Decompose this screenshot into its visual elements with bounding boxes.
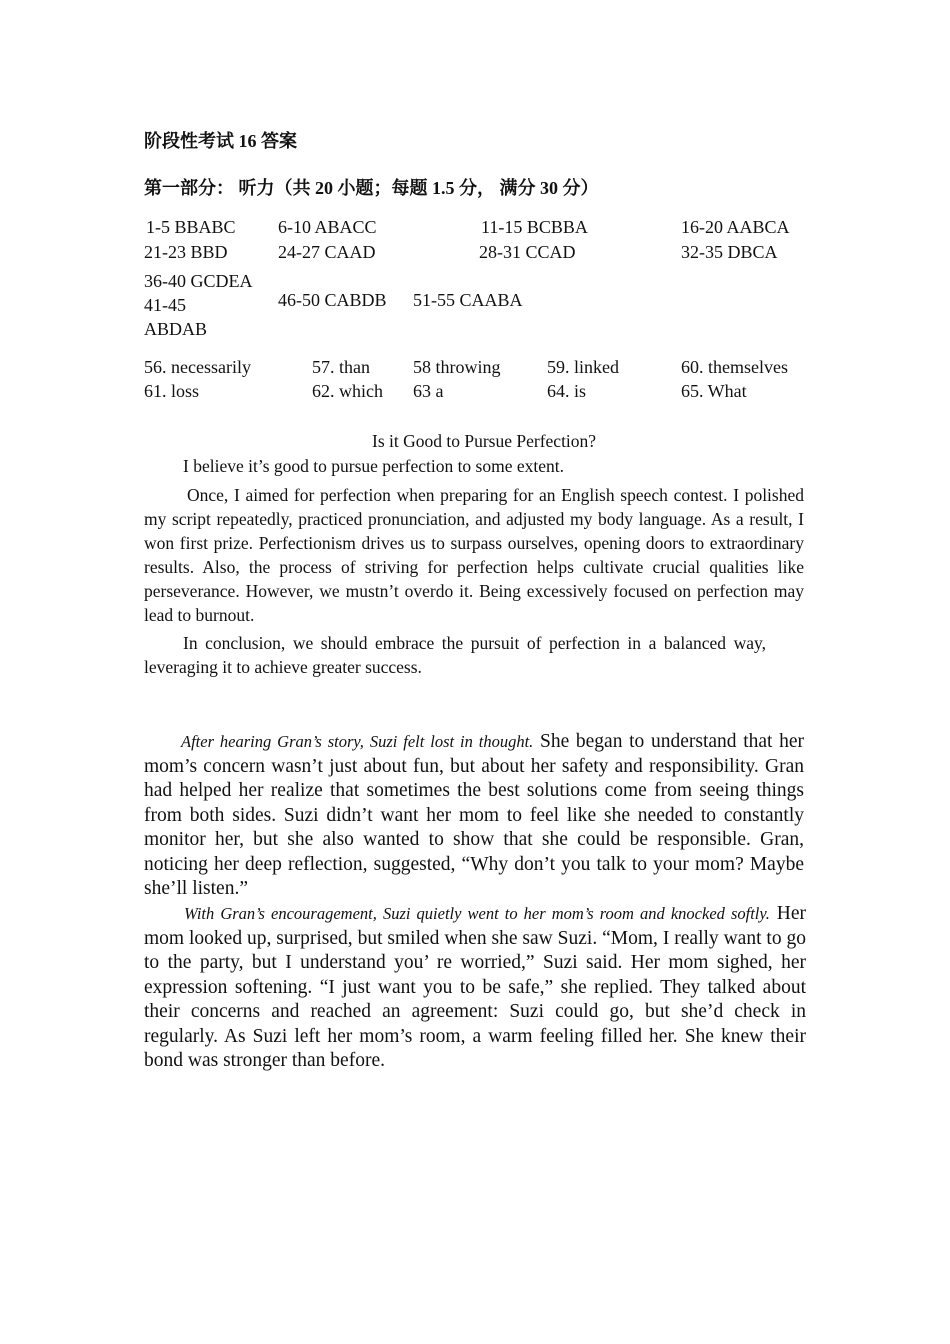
answer-cell: 51-55 CAABA — [413, 290, 523, 310]
answer-cell: 64. is — [547, 381, 587, 401]
answer-cell: 6-10 ABACC — [278, 217, 377, 237]
essay-paragraph: Once, I aimed for perfection when preparing for an English speech contest. I polished my script repeatedly, practiced pronunciation, and adjusted my body language. As a result, I won first prize. Perfectionism drives us to surpass ourselves, opening doors to extraordinary results. Also, the process of striving for perfection helps cultivate crucial qualities like perseverance. However, we mustn’t overdo it. Being excessively focused on perfection may lead to burnout. — [144, 485, 804, 625]
paragraph-body: She began to understand that her mom’s concern wasn’t just about fun, but about her safety and responsibility. Gran had helped her realize that sometimes the best solutions come from seeing things from both sides. Suzi didn’t want her mom to feel like she needed to constantly monitor her, but she also wanted to show that she could be responsible. Gran, noticing her deep reflection, suggested, “Why don’t you talk to your mom? Maybe she’ll listen.” — [144, 731, 804, 899]
answer-cell: 21-23 BBD — [144, 242, 228, 262]
answer-cell: 46-50 CABDB — [278, 290, 387, 310]
answer-cell: ABDAB — [144, 319, 208, 339]
answer-cell: 63 a — [413, 381, 444, 401]
continuation-paragraph — [144, 730, 804, 902]
answer-cell: 61. loss — [144, 381, 200, 401]
answer-cell: 16-20 AABCA — [681, 217, 790, 237]
document-title: 阶段性考试 16 答案 — [144, 131, 297, 151]
answer-cell: 24-27 CAAD — [278, 242, 376, 262]
answer-cell: 62. which — [312, 381, 383, 401]
essay-title: Is it Good to Pursue Perfection? — [372, 431, 597, 451]
answer-cell: 59. linked — [547, 357, 619, 377]
answer-cell: 1-5 BBABC — [146, 217, 236, 237]
paragraph-body: Her mom looked up, surprised, but smiled when she saw Suzi. “Mom, I really want to go to the party, but I understand you’ re worried,” Suzi said. Her mom sighed, her expression softening. “I just want you to be safe,” she replied. They talked about their concerns and reached an agreement: Suzi could go, but she’d check in regularly. As Suzi left her mom’s room, a warm feeling filled her. She knew their bond was stronger than before. — [144, 903, 807, 1071]
paragraph-lead-sentence: After hearing Gran’s story, Suzi felt lost in thought. — [181, 732, 534, 751]
answer-cell: 11-15 BCBBA — [481, 217, 588, 237]
answer-cell: 65. What — [681, 381, 747, 401]
continuation-paragraph — [144, 902, 806, 1074]
answer-cell: 41-45 — [144, 295, 186, 315]
answer-cell: 28-31 CCAD — [479, 242, 576, 262]
answer-cell: 32-35 DBCA — [681, 242, 778, 262]
answer-cell: 60. themselves — [681, 357, 788, 377]
answer-cell: 58 throwing — [413, 357, 501, 377]
answer-cell: 56. necessarily — [144, 357, 251, 377]
paragraph-lead-sentence: With Gran’s encouragement, Suzi quietly went to her mom’s room and knocked softly. — [184, 904, 770, 923]
essay-paragraph: I believe it’s good to pursue perfection to some extent. — [183, 456, 565, 476]
answer-cell: 36-40 GCDEA — [144, 271, 253, 291]
answer-cell: 57. than — [312, 357, 370, 377]
essay-paragraph: In conclusion, we should embrace the pursuit of perfection in a balanced way, leveraging it to achieve greater success. — [144, 633, 766, 677]
part1-heading: 第一部分： 听力（共 20 小题；每题 1.5 分， 满分 30 分） — [144, 178, 599, 198]
